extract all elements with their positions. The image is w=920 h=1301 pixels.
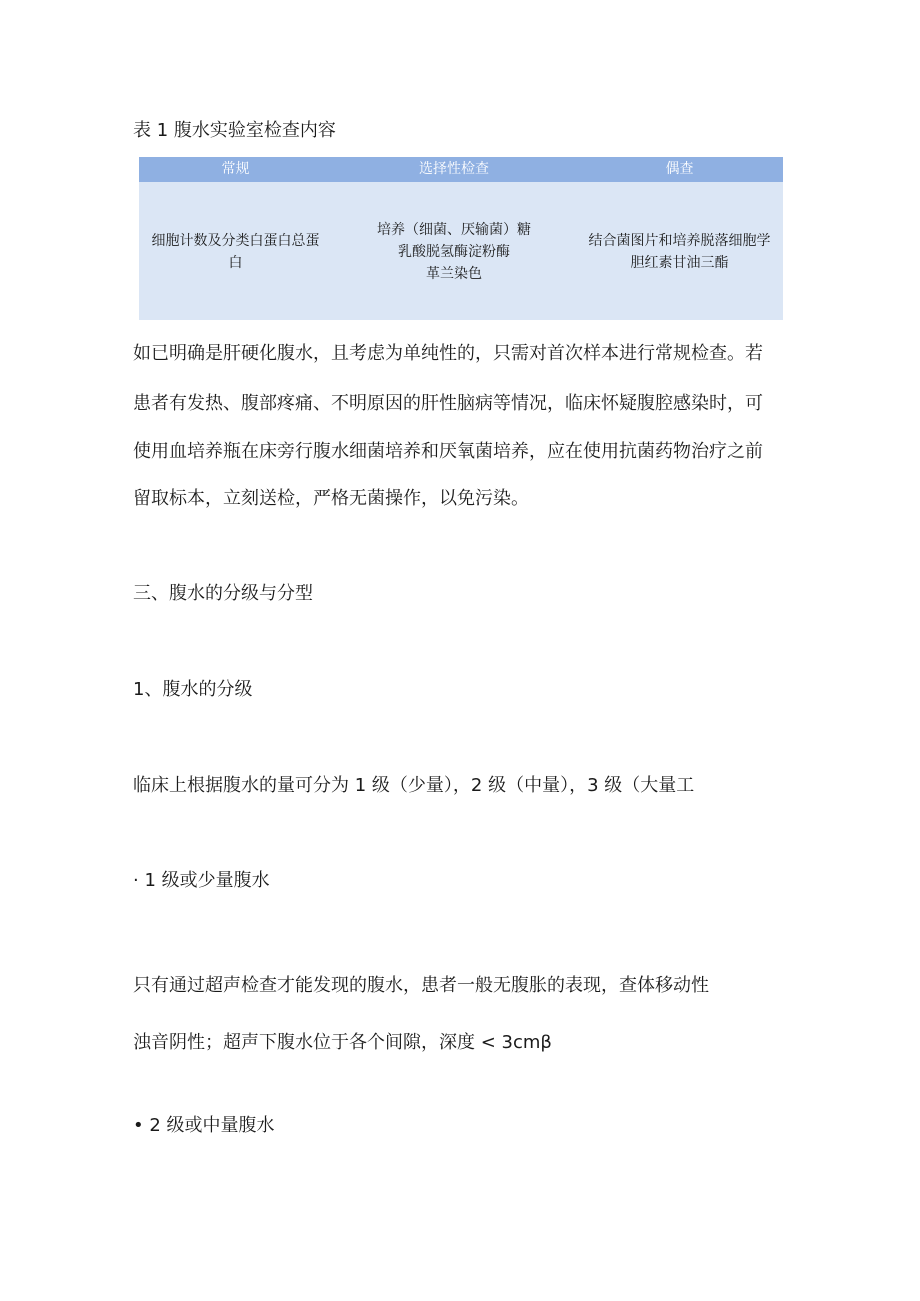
table-caption: 表 1 腹水实验室检查内容 <box>133 120 336 141</box>
cell-routine <box>139 230 332 274</box>
cell-line: 细胞计数及分类白蛋白总蛋 <box>151 233 320 249</box>
cell-line: 乳酸脱氢酶淀粉酶 <box>398 244 510 260</box>
cell-occasional <box>576 230 783 274</box>
cell-selective <box>332 219 576 285</box>
table-header-row <box>139 157 783 182</box>
paragraph-line: 留取标本，立刻送检，严格无菌操作，以免污染。 <box>133 488 529 509</box>
grade-1-desc-line: 只有通过超声检查才能发现的腹水，患者一般无腹胀的表现，查体移动性 <box>133 975 709 996</box>
grade-1-title: · 1 级或少量腹水 <box>133 870 270 891</box>
header-selective: 选择性检查 <box>419 161 489 177</box>
subsection-heading: 1、腹水的分级 <box>133 679 253 700</box>
grade-2-title: • 2 级或中量腹水 <box>133 1115 275 1136</box>
cell-line: 白 <box>228 255 243 271</box>
cell-line: 革兰染色 <box>426 266 482 282</box>
header-occasional: 偶查 <box>665 161 694 177</box>
paragraph-line: 患者有发热、腹部疼痛、不明原因的肝性脑病等情况，临床怀疑腹腔感染时，可 <box>133 393 763 414</box>
cell-line: 培养（细菌、厌输菌）糖 <box>377 222 531 238</box>
grade-1-desc-line: 浊音阴性；超声下腹水位于各个间隙，深度 < 3cmβ <box>133 1032 552 1053</box>
section-heading: 三、腹水的分级与分型 <box>133 583 313 604</box>
header-routine: 常规 <box>221 161 250 177</box>
cell-line: 结合菌图片和培养脱落细胞学 <box>588 233 771 249</box>
paragraph-line: 如已明确是肝硬化腹水，且考虑为单纯性的，只需对首次样本进行常规检查。若 <box>133 343 763 364</box>
grading-intro: 临床上根据腹水的量可分为 1 级（少量），2 级（中量），3 级（大量工 <box>133 775 695 796</box>
cell-line: 胆红素甘油三酯 <box>630 255 729 271</box>
paragraph-line: 使用血培养瓶在床旁行腹水细菌培养和厌氧菌培养，应在使用抗菌药物治疗之前 <box>133 441 763 462</box>
lab-test-table <box>139 157 783 320</box>
